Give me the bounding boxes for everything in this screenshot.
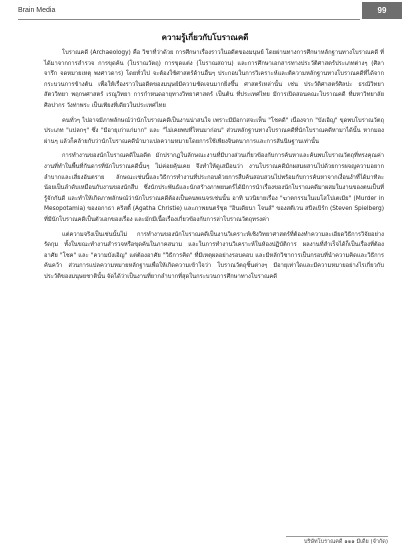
article-body [44,48,384,286]
paragraph-2: คนทั่วๆ ไปอาจมีภาพลักษณ์ว่านักโบราณคดีเป็นงานน่าสนใจ เพราะมีมีอกาสจะเห็น "โชคดี" เนื่องจาก "บังเอิญ" ขุดพบโบราณวัตถุประเภท "แปลกๆ" ซึ่ง "มีอายุเก่าแก่มาก" และ "ไม่เคยพบที่ไหนมาก่อน" ส่วนหลักฐานทางโบราณคดีที่นักโบราณคดีหามาได้นั้น หากมองผ่านๆ แล้วก็คล้ายกับว่านักโบราณคดีนำมาแปลความหมายโดยการใช้เพียงจินตนาการและการสันนิษฐานเท่านั้น [44,117,384,145]
page-header [0,0,410,22]
paragraph-3: การทำงานของนักโบราณคดีในอดีต มักปรากฏในลักษณะงานที่มีบางส่วนเกี่ยวข้องกับการค้นหาและค้นพบโบราณวัตถุที่ทรงคุณค่า งานที่ทำในพื้นที่กันดารที่นักโบราณคดีนั้นๆ ไม่ค่อยคุ้นเคย จึงทำให้ดูเสมือนว่า งานโบราณคดีมักผสมผสานไปด้วยการผจญความอยากลำบากและเสี่ยงอันตราย ลักษณะเช่นนี้และวิธีการทำงานที่ประกอบด้วยการสืบค้นสอบสวนไปพร้อมกับการค้นหาจากเงื่อนงำที่ได้มาทีละน้อยเป็นลำดับเหมือนกับงานของนักสืบ ซึ่งนักประพันธ์และนักสร้างภาพยนตร์ได้มีการนำเรื่องของนักโบราณคดีมาผสมในงานของตนเป็นที่รู้จักกันดี และทำให้เกิดภาพลักษณ์ว่านักโบราณคดีต้องเป็นคนพเนจรเช่นนั้น อาทิ นวนิยายเรื่อง "ฆาตกรรมในเมโสโปเตเมีย" (Murder in Mesopotamia) ของอกาธา คริสตี้ (Agatha Christie) และภาพยนตร์ชุด "อินเดียนา โจนส์" ของสตีเวน สปีลเบิร์ก (Steven Spielberg) ที่มีนักโบราณคดีเป็นตัวเอกของเรื่อง และมักมีเนื้อเรื่องเกี่ยวข้องกับการล่าโบราณวัตถุทรงค่า [44,153,384,223]
footer-rule [286,536,388,537]
brand-name: Brain Media [18,7,56,14]
page-number-badge [362,2,402,19]
paragraph-4: แต่ความจริงเป็นเช่นนั้นไม่ การทำงานของนักโบราณคดีเป็นงานวิเคราะห์เชิงวิทยาศาสตร์ที่ต้องทำความละเอียดวิธีการวิจัยอย่างรัดกุม ทั้งในขณะทำงานสำรวจหรือขุดค้นในภาคสนาม และในการทำงานวิเคราะห์ในห้องปฏิบัติการ ผลงานที่สำเร็จได้ก็เป็นเรื่องที่ต้องอาศัย "โชค" และ "ความบังเอิญ" แต่ต้องอาศัย "วิธีการคิด" ที่มีเหตุผลอย่างรอบคอบ และมีหลักวิชาการเป็นกรอบที่นำความคิดและวิธีการค้นคว้า ส่วนการแปลความหมายหลักฐานเพื่อให้เกิดความเข้าใจว่า โบราณวัตถุชิ้นต่างๆ มีอายุเท่าใดและมีความหมายอย่างไรเกี่ยวกับประวัติของมนุษยชาตินั้น จัดได้ว่าเป็นงานที่ยากลำบากที่สุดในกระบวนการศึกษาทางโบราณคดี [44,231,384,280]
page-footer: บริษัทโบราณคดี ๑๑๑ มีเดีย (จำกัด) [303,539,388,545]
page-number: 99 [377,6,387,15]
header-rule [18,19,360,20]
paragraph-1: โบราณคดี (Archaeology) คือ วิชาที่ว่าด้วย การศึกษาเรื่องราวในอดีตของมนุษย์ โดยผ่านทางการศึกษาหลักฐานทางโบราณคดี ที่ได้มาจากการสำรวจ การขุดค้น (โบราณวัตถุ) การขุดแต่ง (โบราณสถาน) และการศึกษาเอกสารทางประวัติศาสตร์ประเภทต่างๆ (ศิลาจารึก จดหมายเหตุ พงศาวดาร) โดยทั่วไป จะต้องใช้ศาสตร์ด้านอื่นๆ ประกอบในการวิเคราะห์และตีความหลักฐานทางโบราณคดีที่ได้จากกระบวนการข้างต้น เพื่อให้เรื่องราวในอดีตของมนุษย์มีความชัดเจนมากยิ่งขึ้น ศาสตร์เหล่านั้น เช่น ประวัติศาสตร์ศิลปะ ธรณีวิทยา สัตววิทยา พฤกษศาสตร์ เรณูวิทยา การกำหนดอายุทางวิทยาศาสตร์ เป็นต้น ที่ประเทศไทย มีการเปิดสอนคณะโบราณคดี ที่มหาวิทยาลัยศิลปากร วังท่าพระ เป็นเพียงที่เดียวในประเทศไทย [44,50,384,109]
page-title: ความรู้เกี่ยวกับโบราณคดี [161,33,249,42]
